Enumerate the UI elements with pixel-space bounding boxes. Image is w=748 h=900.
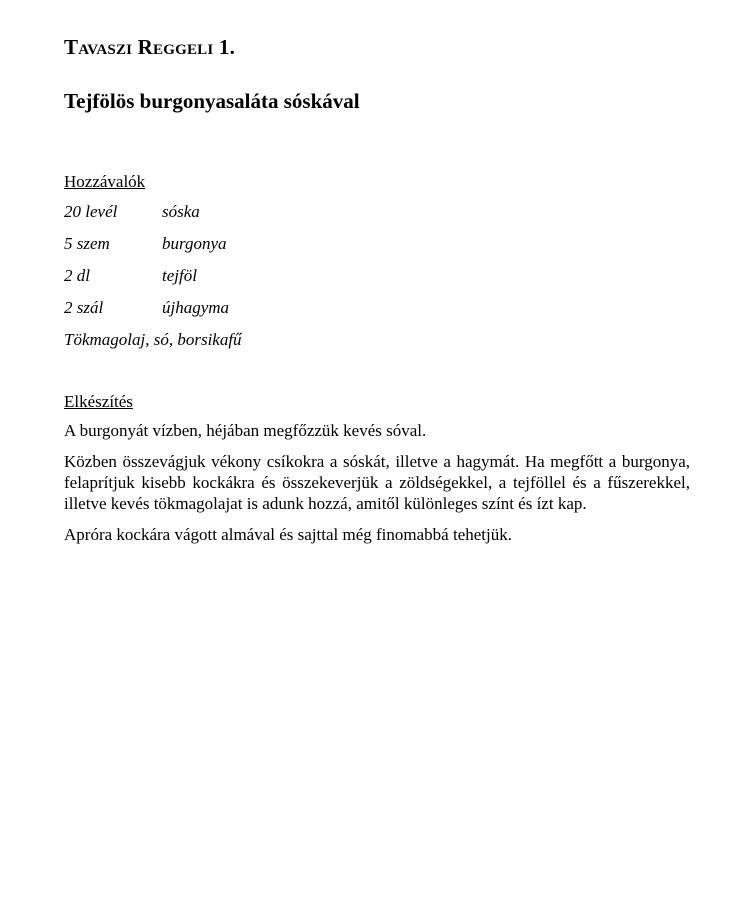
preparation-paragraph: A burgonyát vízben, héjában megfőzzük kevés sóval. — [64, 421, 427, 440]
series-title: Tavaszi Reggeli 1. — [64, 35, 236, 59]
preparation-paragraph: Apróra kockára vágott almával és sajttal még finomabbá tehetjük. — [64, 525, 512, 544]
preparation-heading: Elkészítés — [64, 392, 133, 411]
recipe-page — [64, 30, 690, 544]
ingredients-heading: Hozzávalók — [64, 172, 146, 191]
preparation-section — [64, 388, 690, 555]
ingredient-name: burgonya — [162, 234, 227, 253]
ingredient-name: újhagyma — [162, 298, 230, 317]
ingredients-section — [64, 168, 690, 356]
ingredient-quantity: 2 szál — [64, 298, 104, 317]
ingredient-quantity: 5 szem — [64, 234, 110, 253]
ingredient-row — [64, 292, 690, 324]
ingredient-quantity: 2 dl — [64, 266, 90, 285]
ingredient-name: tejföl — [162, 266, 197, 285]
ingredient-row — [64, 196, 690, 228]
ingredient-row — [64, 260, 690, 292]
recipe-title: Tejfölös burgonyasaláta sóskával — [64, 89, 360, 113]
ingredient-row — [64, 228, 690, 260]
ingredient-quantity: 20 levél — [64, 202, 118, 221]
preparation-paragraph: Közben összevágjuk vékony csíkokra a sóskát, illetve a hagymát. Ha megfőtt a burgonya, felaprítjuk kisebb kockákra és összekeverjük a zöldségekkel, a tejföllel és a fűszerekkel, illetve kevés tökmagolajat is adunk hozzá, amitől különleges színt és ízt kap. — [64, 452, 690, 513]
seasoning-line: Tökmagolaj, só, borsikafű — [64, 330, 242, 349]
ingredient-name: sóska — [162, 202, 200, 221]
